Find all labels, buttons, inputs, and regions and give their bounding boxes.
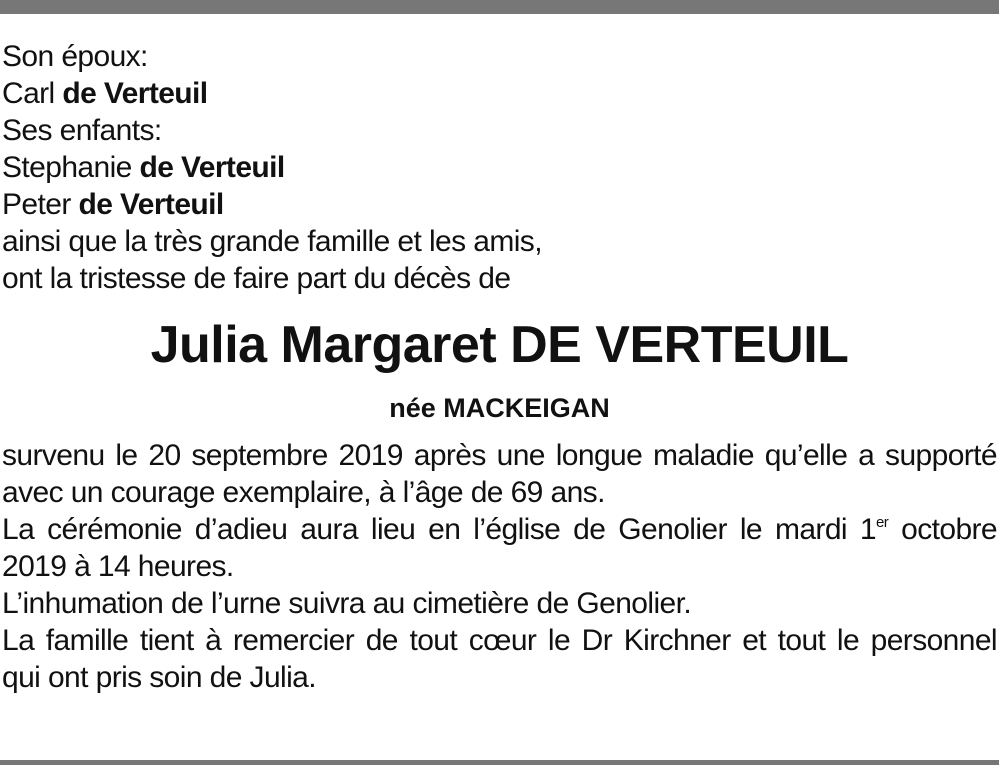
thanks-line-2: qui ont pris soin de Julia.	[2, 661, 316, 694]
bottom-divider	[0, 760, 999, 765]
ceremony-line-1: La cérémonie d’adieu aura lieu en l’église de Genolier le mardi 1er octobre	[2, 513, 997, 546]
thanks-line-1: La famille tient à remercier de tout cœur le Dr Kirchner et tout le personnel	[2, 624, 997, 657]
children-heading: Ses enfants:	[2, 114, 162, 147]
ordinal-superscript: er	[876, 514, 889, 531]
announcement-body	[2, 437, 999, 696]
maiden-name: née MACKEIGAN	[389, 393, 610, 423]
spouse-name: Carl de Verteuil	[2, 77, 208, 110]
spouse-heading: Son époux:	[2, 40, 148, 73]
burial-line: L’inhumation de l’urne suivra au cimetière de Genolier.	[2, 587, 692, 620]
intro-line: ont la tristesse de faire part du décès de	[2, 262, 511, 295]
deceased-name: Julia Margaret DE VERTEUIL	[150, 316, 849, 374]
death-line-2: avec un courage exemplaire, à l’âge de 69 ans.	[2, 476, 605, 509]
child-name: Stephanie de Verteuil	[2, 151, 285, 184]
family-line: ainsi que la très grande famille et les amis,	[2, 225, 542, 258]
ceremony-line-2: 2019 à 14 heures.	[2, 550, 234, 583]
family-list	[2, 38, 999, 297]
top-divider	[0, 0, 999, 14]
death-line-1: survenu le 20 septembre 2019 après une longue maladie qu’elle a supporté	[2, 439, 997, 472]
child-name: Peter de Verteuil	[2, 188, 224, 221]
